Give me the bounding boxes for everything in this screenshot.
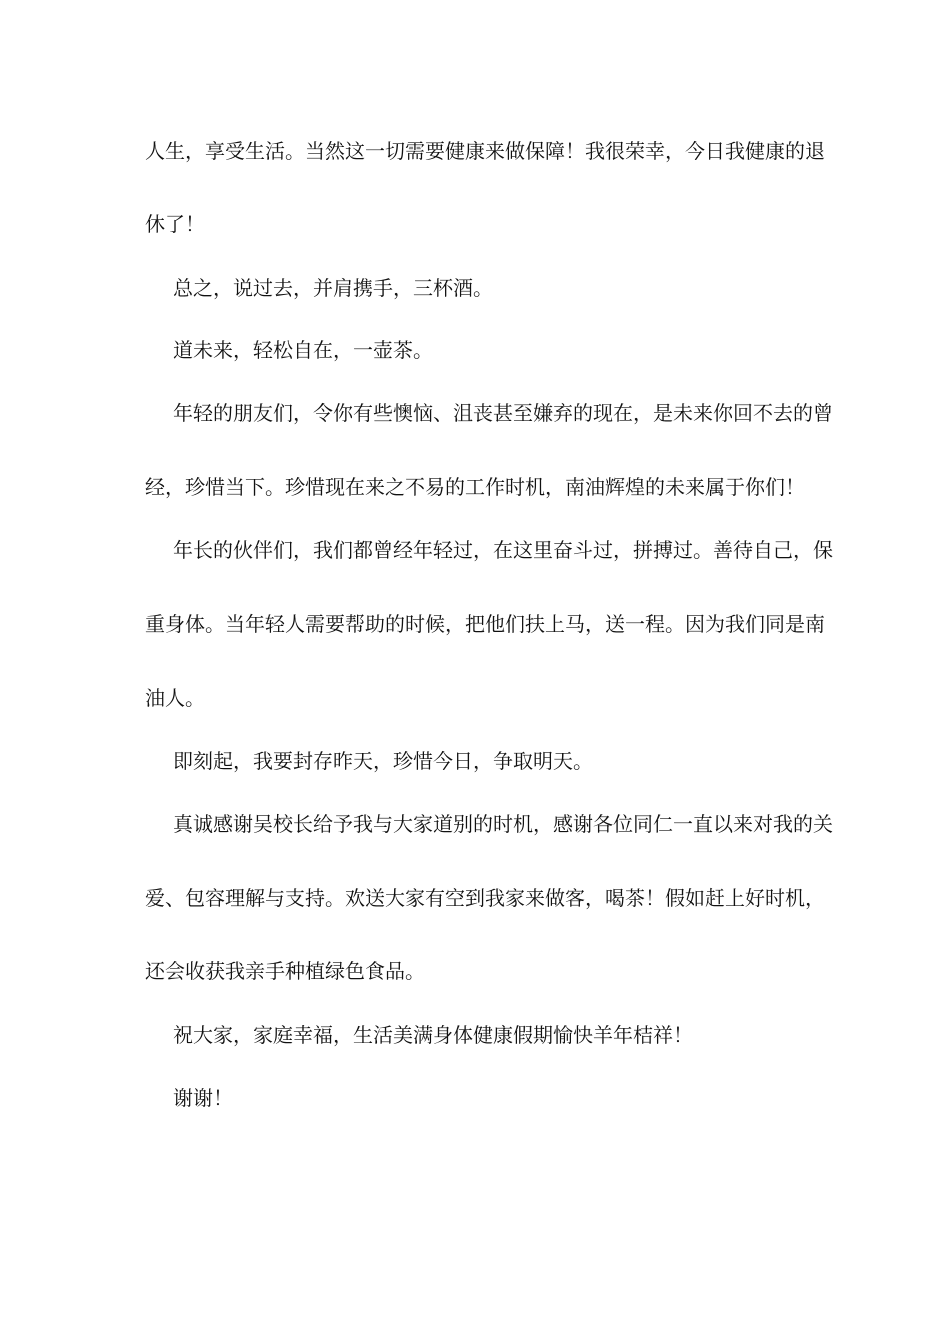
paragraph-line: 即刻起，我要封存昨天，珍惜今日，争取明天。 (173, 749, 593, 773)
paragraph-line: 祝大家，家庭幸福，生活美满身体健康假期愉快羊年桔祥！ (173, 1023, 693, 1047)
paragraph-line: 真诚感谢吴校长给予我与大家道别的时机，感谢各位同仁一直以来对我的关 (173, 812, 833, 836)
paragraph-line: 年长的伙伴们，我们都曾经年轻过，在这里奋斗过，拼搏过。善待自己，保 (173, 538, 833, 562)
paragraph-line: 谢谢！ (173, 1086, 233, 1110)
paragraph-line: 总之，说过去，并肩携手，三杯酒。 (173, 276, 493, 300)
text-line: 爱、包容理解与支持。欢送大家有空到我家来做客，喝茶！假如赶上好时机， (145, 886, 825, 910)
text-line: 经，珍惜当下。珍惜现在来之不易的工作时机，南油辉煌的未来属于你们！ (145, 475, 805, 499)
paragraph-line: 道未来，轻松自在，一壶茶。 (173, 338, 433, 362)
text-line: 人生，享受生活。当然这一切需要健康来做保障！我很荣幸，今日我健康的退 (145, 139, 825, 163)
text-line: 重身体。当年轻人需要帮助的时候，把他们扶上马，送一程。因为我们同是南 (145, 612, 825, 636)
text-line: 休了！ (145, 212, 205, 236)
paragraph-line: 年轻的朋友们，令你有些懊恼、沮丧甚至嫌弃的现在，是未来你回不去的曾 (173, 401, 833, 425)
text-line: 油人。 (145, 686, 205, 710)
text-line: 还会收获我亲手种植绿色食品。 (145, 959, 425, 983)
